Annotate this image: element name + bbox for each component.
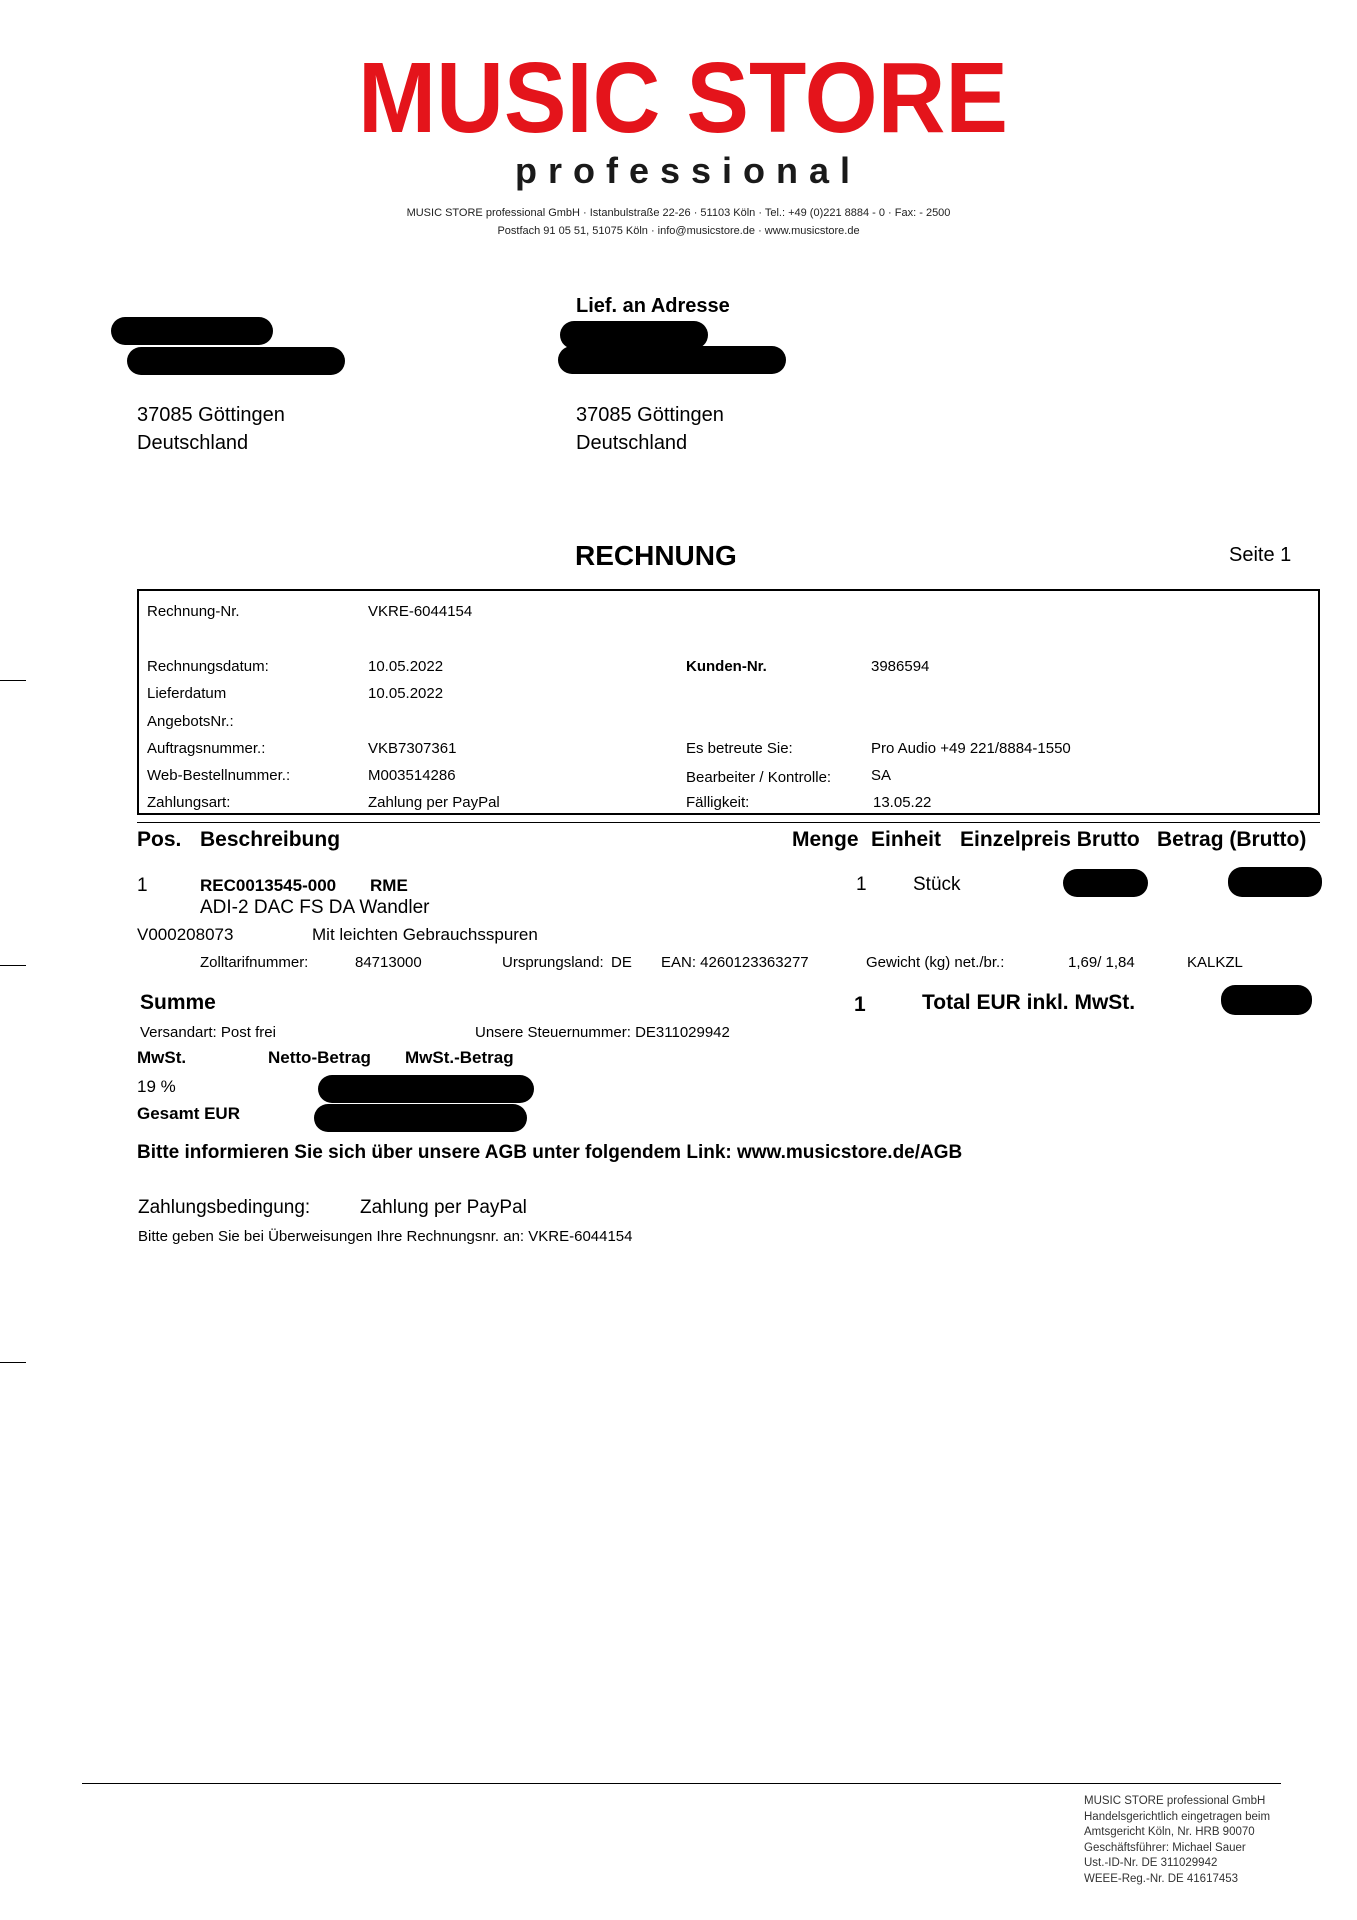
label-angebots-nr: AngebotsNr.: [147,713,234,730]
music-store-logo [358,40,1008,150]
redacted-name [560,321,708,349]
label-lieferdatum: Lieferdatum [147,685,227,702]
label-faelligkeit: Fälligkeit: [686,794,750,811]
billing-city: 37085 Göttingen [137,404,285,426]
punch-mark [0,965,26,966]
col-einzelpreis: Einzelpreis Brutto [960,828,1140,851]
footer-line: Ust.-ID-Nr. DE 311029942 [1084,1857,1218,1869]
shipping-country: Deutschland [576,432,688,454]
invoice-info-box [137,589,1320,815]
mwstbetrag-col-header: MwSt.-Betrag [405,1048,514,1067]
item-ursprung-label: Ursprungsland: [502,954,604,971]
logo-text: MUSIC STORE [358,42,1008,150]
footer-line: MUSIC STORE professional GmbH [1084,1795,1266,1807]
redacted-street [127,347,345,375]
item-gewicht-label: Gewicht (kg) net./br.: [866,954,1005,971]
col-menge: Menge [792,828,859,851]
col-beschreibung: Beschreibung [200,828,341,851]
label-web-bestellnummer: Web-Bestellnummer.: [147,767,291,784]
item-ursprung: DE [611,954,632,971]
value-auftragsnummer: VKB7307361 [368,740,457,757]
item-gewicht: 1,69/ 1,84 [1068,954,1135,971]
company-address-line-2: Postfach 91 05 51, 51075 Köln · info@musicstore.de · www.musicstore.de [497,225,860,237]
col-betrag: Betrag (Brutto) [1157,828,1307,851]
redacted-tax-amounts [318,1075,534,1103]
label-rechnung-nr: Rechnung-Nr. [147,603,240,620]
item-pos: 1 [137,875,148,896]
footer-divider [82,1783,1281,1784]
footer-line: Handelsgerichtlich eingetragen beim [1084,1810,1271,1823]
payment-value: Zahlung per PayPal [360,1197,527,1218]
value-web-bestellnummer: M003514286 [368,767,456,784]
footer-line: Geschäftsführer: Michael Sauer [1084,1841,1246,1854]
redacted-total [1221,985,1312,1015]
item-brand: RME [370,876,408,895]
col-pos: Pos. [137,828,182,851]
value-kunden-nr: 3986594 [871,658,930,675]
redacted-street [558,346,786,374]
logo-subtitle: professional [515,150,862,191]
label-kunden-nr: Kunden-Nr. [686,658,767,675]
document-title: RECHNUNG [575,540,737,571]
payment-label: Zahlungsbedingung: [138,1197,311,1218]
item-zoll-label: Zolltarifnummer: [200,954,309,971]
item-qty: 1 [856,874,867,895]
item-zoll: 84713000 [355,954,422,971]
value-rechnungsdatum: 10.05.2022 [368,658,444,675]
col-einheit: Einheit [871,828,942,851]
redacted-unit-price [1063,869,1148,897]
footer-legal [1084,1794,1270,1887]
summe-label: Summe [140,991,216,1014]
label-zahlungsart: Zahlungsart: [147,794,231,811]
gesamt-label: Gesamt EUR [137,1104,240,1123]
mwst-rate: 19 % [137,1077,176,1096]
label-betreut: Es betreute Sie: [686,740,793,757]
footer-line: Amtsgericht Köln, Nr. HRB 90070 [1084,1826,1255,1838]
steuernummer: Unsere Steuernummer: DE311029942 [475,1024,730,1041]
label-auftragsnummer: Auftragsnummer.: [147,740,266,757]
value-rechnung-nr: VKRE-6044154 [368,603,473,620]
label-bearbeiter: Bearbeiter / Kontrolle: [686,769,832,786]
redacted-line-total [1228,867,1322,897]
billing-country: Deutschland [137,432,249,454]
redacted-name [111,317,273,345]
item-serial: V000208073 [137,925,234,944]
fold-mark [0,680,26,681]
agb-note: Bitte informieren Sie sich über unsere AGB unter folgendem Link: www.musicstore.de/AGB [137,1142,963,1163]
versandart: Versandart: Post frei [140,1024,276,1041]
item-article-no: REC0013545-000 [200,876,337,895]
divider [137,822,1320,823]
summe-qty: 1 [854,993,866,1016]
value-lieferdatum: 10.05.2022 [368,685,444,702]
item-condition: Mit leichten Gebrauchsspuren [312,925,538,944]
payment-reference-note: Bitte geben Sie bei Überweisungen Ihre Rechnungsnr. an: VKRE-6044154 [138,1228,633,1245]
mwst-col-header: MwSt. [137,1048,187,1067]
total-label: Total EUR inkl. MwSt. [922,991,1136,1014]
value-bearbeiter: SA [871,767,892,784]
netto-col-header: Netto-Betrag [268,1048,371,1067]
item-code: KALKZL [1187,954,1243,971]
redacted-gesamt [314,1104,527,1132]
item-name: ADI-2 DAC FS DA Wandler [200,897,430,918]
value-faelligkeit: 13.05.22 [873,794,932,811]
shipping-city: 37085 Göttingen [576,404,724,426]
item-unit: Stück [913,874,961,895]
value-betreut: Pro Audio +49 221/8884-1550 [871,740,1071,757]
shipping-heading: Lief. an Adresse [576,295,730,317]
company-address-line-1: MUSIC STORE professional GmbH · Istanbulstraße 22-26 · 51103 Köln · Tel.: +49 (0)221 8884 - 0 · Fax: - 2500 [406,207,951,219]
page-number: Seite 1 [1229,544,1292,566]
footer-line: WEEE-Reg.-Nr. DE 41617453 [1084,1872,1239,1885]
label-rechnungsdatum: Rechnungsdatum: [147,658,269,675]
value-zahlungsart: Zahlung per PayPal [368,794,500,811]
item-ean: EAN: 4260123363277 [661,954,809,971]
fold-mark [0,1362,26,1363]
